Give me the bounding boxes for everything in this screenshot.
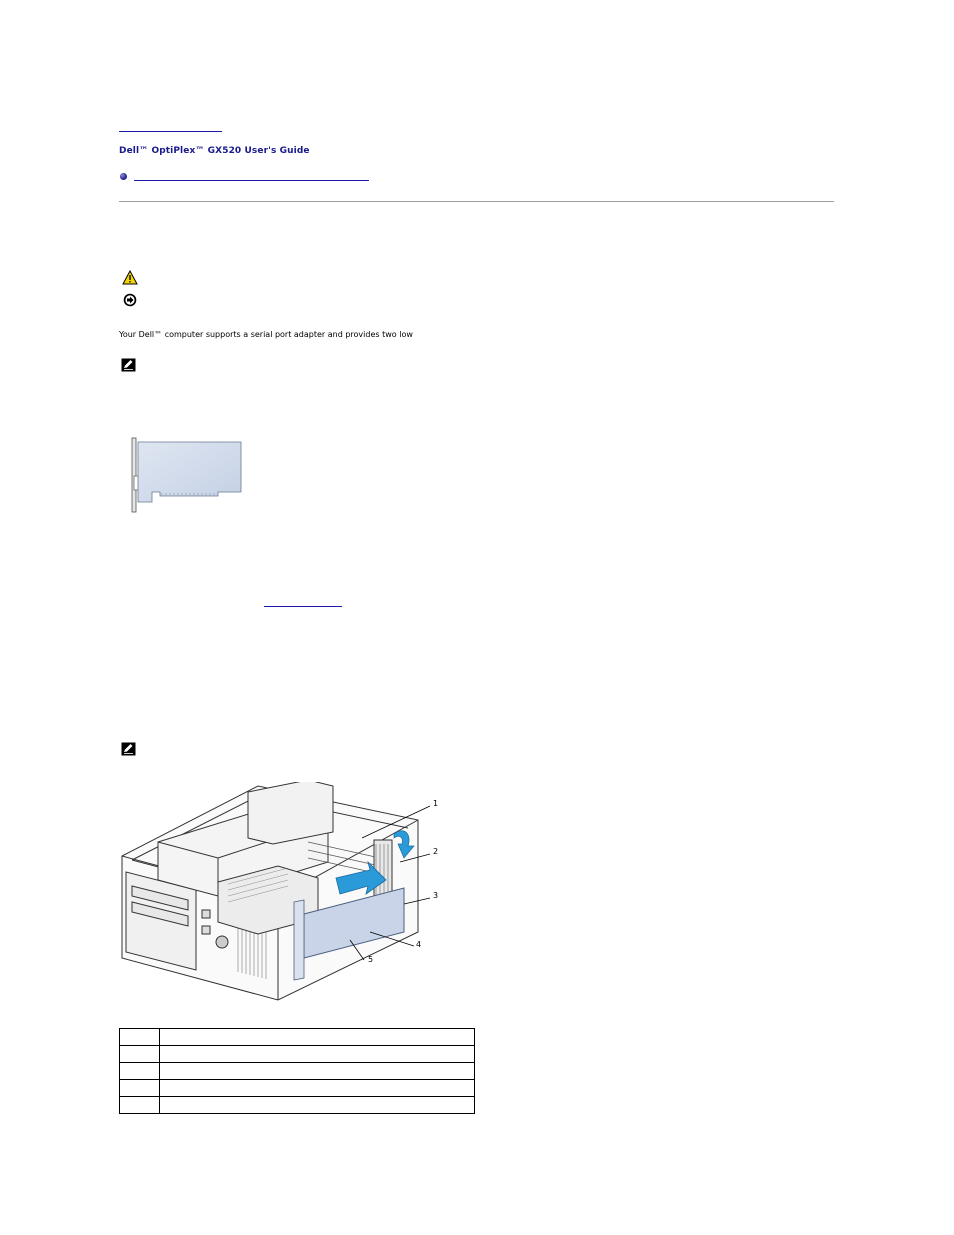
callout-4: 4 [416, 940, 422, 949]
intro-paragraph: Your Dell™ computer supports a serial port adapter and provides two low [119, 330, 413, 339]
callout-1: 1 [433, 799, 439, 808]
note-pencil-icon [121, 358, 136, 372]
callout-3: 3 [433, 891, 439, 900]
notice-circle-icon [123, 293, 137, 307]
blue-bullet-icon [120, 173, 127, 180]
table-row [120, 1080, 475, 1097]
table-row [120, 1097, 475, 1114]
table-row [120, 1029, 475, 1046]
callout-2: 2 [433, 847, 439, 856]
inline-reference-link[interactable] [264, 606, 342, 607]
table-row [120, 1063, 475, 1080]
guide-title: Dell™ OptiPlex™ GX520 User's Guide [119, 146, 310, 156]
expansion-card-illustration [126, 436, 244, 514]
callout-5: 5 [368, 955, 374, 964]
note-pencil-icon [121, 742, 136, 756]
caution-triangle-icon [122, 270, 138, 285]
computer-card-installation-illustration [118, 782, 448, 1004]
section-divider [119, 201, 834, 202]
back-to-contents-link[interactable] [119, 131, 222, 132]
callout-legend-table [119, 1028, 475, 1114]
table-row [120, 1046, 475, 1063]
section-link[interactable] [134, 180, 369, 181]
